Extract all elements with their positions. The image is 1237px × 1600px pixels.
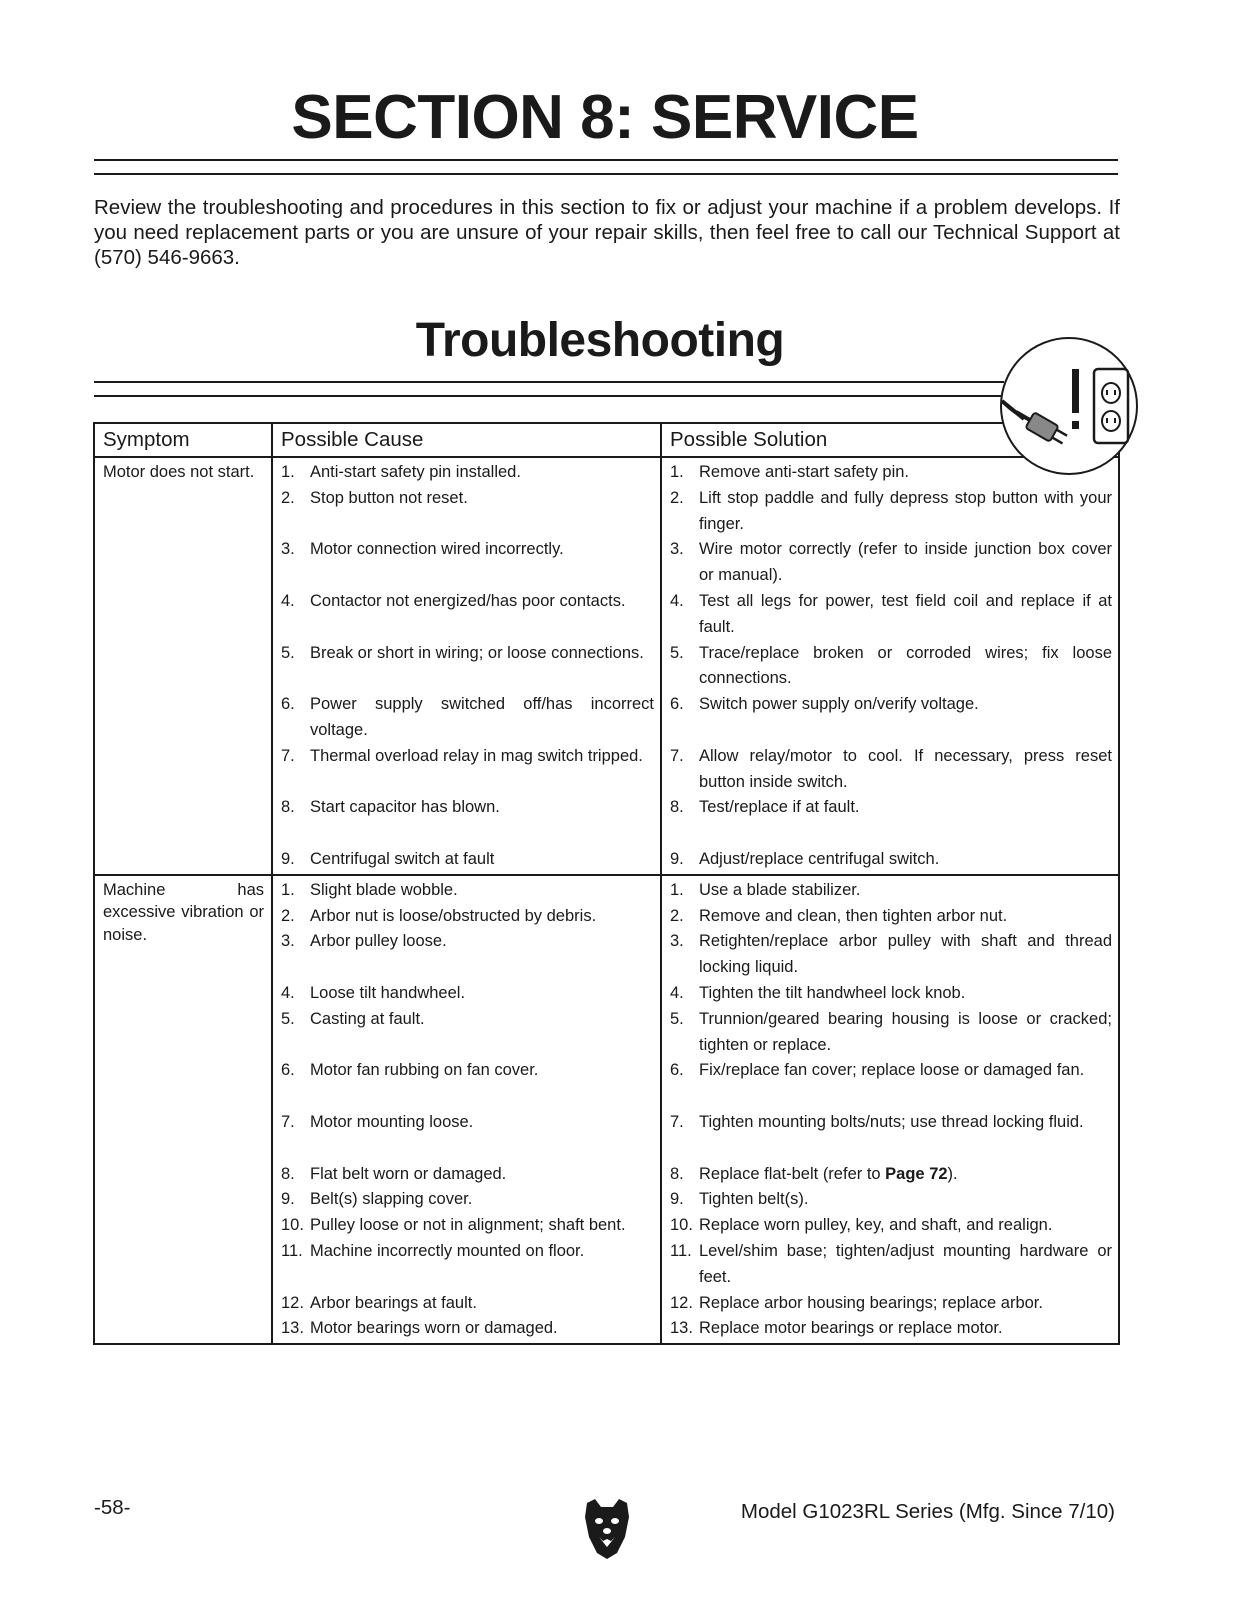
list-item xyxy=(281,847,654,873)
list-item xyxy=(281,589,654,641)
solution-text: Test all legs for power, test field coil and replace if at fault. xyxy=(699,591,1112,636)
item-number: 11. xyxy=(281,1241,303,1260)
solution-text: Replace worn pulley, key, and shaft, and realign. xyxy=(699,1216,1053,1235)
list-item xyxy=(670,1007,1112,1059)
list-item xyxy=(281,904,654,930)
cause-text: Motor connection wired incorrectly. xyxy=(310,540,564,559)
cause-text: Motor mounting loose. xyxy=(310,1112,474,1131)
cause-text: Contactor not energized/has poor contacts. xyxy=(310,591,626,610)
list-item xyxy=(281,1316,654,1342)
item-number: 12. xyxy=(670,1293,693,1312)
item-number: 8. xyxy=(670,798,684,817)
list-item xyxy=(670,692,1112,744)
cause-text: Loose tilt handwheel. xyxy=(310,983,466,1002)
item-number: 2. xyxy=(670,488,684,507)
cause-text: Flat belt worn or damaged. xyxy=(310,1164,507,1183)
item-number: 4. xyxy=(281,591,295,610)
list-item xyxy=(670,641,1112,693)
list-item xyxy=(281,1110,654,1162)
solution-text: Tighten belt(s). xyxy=(699,1190,809,1209)
unplug-warning-icon xyxy=(1000,337,1138,475)
column-header-cause: Possible Cause xyxy=(272,423,661,457)
list-item xyxy=(670,904,1112,930)
list-item xyxy=(281,878,654,904)
cause-text: Thermal overload relay in mag switch tripped. xyxy=(310,746,643,765)
item-number: 6. xyxy=(670,1061,684,1080)
footer-model: Model G1023RL Series (Mfg. Since 7/10) xyxy=(740,1500,1115,1523)
cause-cell xyxy=(272,457,661,875)
page-reference: Page 72 xyxy=(885,1164,948,1183)
column-header-solution: Possible Solution xyxy=(661,423,1119,457)
solution-text: Switch power supply on/verify voltage. xyxy=(699,695,979,714)
list-item xyxy=(670,1162,1112,1188)
title-rule-bottom xyxy=(94,173,1118,175)
solution-cell xyxy=(661,457,1119,875)
list-item xyxy=(281,1213,654,1239)
list-item xyxy=(670,795,1112,847)
list-item xyxy=(670,1316,1112,1342)
solution-text: Level/shim base; tighten/adjust mounting hardware or feet. xyxy=(699,1241,1112,1286)
subtitle-rule-bottom xyxy=(94,395,1004,397)
item-number: 3. xyxy=(281,932,295,951)
list-item xyxy=(281,795,654,847)
list-item xyxy=(281,1239,654,1291)
page-number: -58- xyxy=(94,1496,131,1519)
list-item xyxy=(670,486,1112,538)
cause-cell xyxy=(272,875,661,1344)
item-number: 1. xyxy=(281,463,295,481)
item-number: 8. xyxy=(281,798,295,817)
cause-list xyxy=(273,458,660,874)
solution-text-suffix: ). xyxy=(947,1164,958,1183)
item-number: 5. xyxy=(670,1009,684,1028)
item-number: 8. xyxy=(281,1164,295,1183)
list-item xyxy=(670,929,1112,981)
item-number: 5. xyxy=(281,1009,295,1028)
solution-text xyxy=(699,1162,1112,1188)
cause-text: Motor bearings worn or damaged. xyxy=(310,1319,558,1338)
symptom-cell: Motor does not start. xyxy=(94,457,272,875)
item-number: 2. xyxy=(670,906,684,925)
cause-text: Centrifugal switch at fault xyxy=(310,849,495,868)
column-header-symptom: Symptom xyxy=(94,423,272,457)
list-item xyxy=(281,1007,654,1059)
item-number: 9. xyxy=(281,849,295,868)
troubleshooting-title: Troubleshooting xyxy=(415,314,785,367)
list-item xyxy=(670,744,1112,796)
item-number: 3. xyxy=(670,540,684,559)
list-item xyxy=(670,589,1112,641)
title-rule-top xyxy=(94,159,1118,161)
item-number: 1. xyxy=(670,463,684,481)
intro-paragraph: Review the troubleshooting and procedures in this section to fix or adjust your machine if a problem develops. If you need replacement parts or you are unsure of your repair skills, then feel free to call our Technical Support at (570) 546-9663. xyxy=(94,196,1120,269)
cause-text: Arbor bearings at fault. xyxy=(310,1293,477,1312)
symptom-cell: Machine has excessive vibration or noise. xyxy=(94,875,272,1344)
item-number: 9. xyxy=(670,849,684,868)
cause-text: Machine incorrectly mounted on floor. xyxy=(310,1241,585,1260)
solution-list xyxy=(662,876,1118,1343)
item-number: 5. xyxy=(281,643,295,662)
bear-logo-icon xyxy=(583,1497,631,1561)
item-number: 8. xyxy=(670,1164,684,1183)
list-item xyxy=(281,929,654,981)
item-number: 13. xyxy=(670,1319,693,1338)
solution-text: Tighten mounting bolts/nuts; use thread locking fluid. xyxy=(699,1112,1084,1131)
item-number: 7. xyxy=(281,746,295,765)
item-number: 4. xyxy=(670,983,684,1002)
item-number: 12. xyxy=(281,1293,304,1312)
list-item xyxy=(670,878,1112,904)
cause-text: Start capacitor has blown. xyxy=(310,798,500,817)
solution-text: Use a blade stabilizer. xyxy=(699,880,861,899)
solution-text: Trunnion/geared bearing housing is loose or cracked; tighten or replace. xyxy=(699,1009,1112,1054)
item-number: 4. xyxy=(281,983,295,1002)
list-item xyxy=(281,641,654,693)
solution-text: Remove and clean, then tighten arbor nut. xyxy=(699,906,1008,925)
item-number: 5. xyxy=(670,643,684,662)
list-item xyxy=(281,744,654,796)
item-number: 7. xyxy=(670,746,684,765)
cause-text: Belt(s) slapping cover. xyxy=(310,1190,473,1209)
table-row xyxy=(94,875,1119,1344)
solution-text: Replace motor bearings or replace motor. xyxy=(699,1319,1003,1338)
item-number: 11. xyxy=(670,1241,692,1260)
item-number: 7. xyxy=(281,1112,295,1131)
item-number: 9. xyxy=(670,1190,684,1209)
item-number: 6. xyxy=(281,1061,295,1080)
cause-text: Anti-start safety pin installed. xyxy=(310,463,521,481)
table-body xyxy=(94,457,1119,1344)
cause-text: Stop button not reset. xyxy=(310,488,468,507)
list-item xyxy=(281,1291,654,1317)
solution-text: Retighten/replace arbor pulley with shaft and thread locking liquid. xyxy=(699,932,1112,977)
section-title: SECTION 8: SERVICE xyxy=(291,83,919,152)
cause-text: Pulley loose or not in alignment; shaft bent. xyxy=(310,1216,626,1235)
item-number: 3. xyxy=(281,540,295,559)
solution-text: Test/replace if at fault. xyxy=(699,798,860,817)
solution-list xyxy=(662,458,1118,874)
item-number: 9. xyxy=(281,1190,295,1209)
solution-text: Replace arbor housing bearings; replace arbor. xyxy=(699,1293,1043,1312)
cause-text: Power supply switched off/has incorrect voltage. xyxy=(310,695,654,739)
table-header-row xyxy=(94,423,1119,457)
troubleshooting-table xyxy=(93,422,1120,1345)
list-item xyxy=(670,847,1112,873)
cause-text: Motor fan rubbing on fan cover. xyxy=(310,1061,539,1080)
item-number: 10. xyxy=(670,1216,693,1235)
list-item xyxy=(281,460,654,486)
list-item xyxy=(670,537,1112,589)
list-item xyxy=(281,1187,654,1213)
list-item xyxy=(670,1058,1112,1110)
cause-text: Arbor pulley loose. xyxy=(310,932,447,951)
list-item xyxy=(281,1058,654,1110)
solution-text: Wire motor correctly (refer to inside junction box cover or manual). xyxy=(699,540,1112,585)
item-number: 1. xyxy=(281,880,295,899)
item-number: 1. xyxy=(670,880,684,899)
list-item xyxy=(670,981,1112,1007)
table-row xyxy=(94,457,1119,875)
item-number: 2. xyxy=(281,906,295,925)
list-item xyxy=(281,981,654,1007)
solution-cell xyxy=(661,875,1119,1344)
cause-text: Casting at fault. xyxy=(310,1009,425,1028)
solution-text: Adjust/replace centrifugal switch. xyxy=(699,849,940,868)
item-number: 10. xyxy=(281,1216,304,1235)
item-number: 4. xyxy=(670,591,684,610)
item-number: 7. xyxy=(670,1112,684,1131)
cause-text: Break or short in wiring; or loose connections. xyxy=(310,643,644,662)
solution-text: Trace/replace broken or corroded wires; fix loose connections. xyxy=(699,643,1112,688)
list-item xyxy=(670,1213,1112,1239)
item-number: 2. xyxy=(281,488,295,507)
item-number: 13. xyxy=(281,1319,304,1338)
solution-text: Allow relay/motor to cool. If necessary, press reset button inside switch. xyxy=(699,746,1112,791)
list-item xyxy=(670,1239,1112,1291)
cause-list xyxy=(273,876,660,1343)
list-item xyxy=(281,1162,654,1188)
list-item xyxy=(281,486,654,538)
list-item xyxy=(670,1110,1112,1162)
list-item xyxy=(281,537,654,589)
solution-text: Lift stop paddle and fully depress stop button with your finger. xyxy=(699,488,1112,533)
list-item xyxy=(670,1187,1112,1213)
list-item xyxy=(670,1291,1112,1317)
item-number: 6. xyxy=(281,695,295,714)
item-number: 6. xyxy=(670,695,684,714)
subtitle-rule-top xyxy=(94,381,1004,383)
solution-text: Tighten the tilt handwheel lock knob. xyxy=(699,983,966,1002)
list-item xyxy=(281,692,654,744)
item-number: 3. xyxy=(670,932,684,951)
cause-text: Arbor nut is loose/obstructed by debris. xyxy=(310,906,597,925)
solution-text-prefix: Replace flat-belt (refer to xyxy=(699,1164,886,1183)
solution-text: Fix/replace fan cover; replace loose or damaged fan. xyxy=(699,1061,1085,1080)
cause-text: Slight blade wobble. xyxy=(310,880,458,899)
solution-text: Remove anti-start safety pin. xyxy=(699,463,910,481)
